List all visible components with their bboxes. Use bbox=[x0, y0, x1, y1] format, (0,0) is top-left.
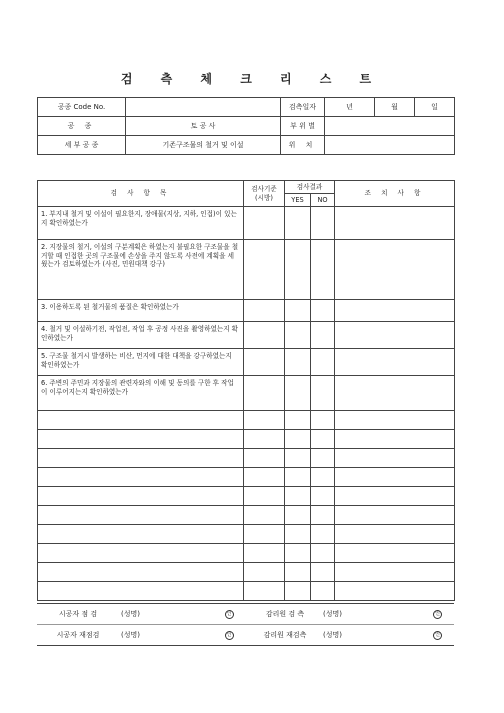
date-day[interactable]: 일 bbox=[415, 98, 455, 117]
no-cell[interactable] bbox=[311, 563, 335, 582]
supervisor-check-label: 감리원 검 측 bbox=[249, 604, 321, 625]
detail-work-value: 기존구조물의 철거 및 이설 bbox=[126, 136, 281, 155]
standard-cell[interactable] bbox=[244, 563, 285, 582]
checklist-item-3: 3. 이용하도록 된 철거물의 품질은 확인하였는가 bbox=[38, 300, 244, 322]
supervisor-recheck-label: 감리원 재검측 bbox=[249, 625, 321, 646]
checklist-item-1: 1. 부지내 철거 및 이설이 필요한지, 장애물(지상, 지하, 인접)이 있는지 확인하였는가 bbox=[38, 207, 244, 240]
action-cell[interactable] bbox=[335, 322, 455, 349]
no-cell[interactable] bbox=[311, 300, 335, 322]
standard-cell[interactable] bbox=[244, 207, 285, 240]
standard-cell[interactable] bbox=[244, 411, 285, 430]
work-type-label: 공 종 bbox=[38, 117, 126, 136]
standard-cell[interactable] bbox=[244, 322, 285, 349]
blank-item-cell[interactable] bbox=[38, 563, 244, 582]
action-cell[interactable] bbox=[335, 300, 455, 322]
blank-item-cell[interactable] bbox=[38, 411, 244, 430]
detail-work-label: 세 부 공 종 bbox=[38, 136, 126, 155]
yes-cell[interactable] bbox=[285, 506, 311, 525]
action-cell[interactable] bbox=[335, 563, 455, 582]
no-cell[interactable] bbox=[311, 207, 335, 240]
checklist-item-5: 5. 구조물 철거시 발생하는 비산, 먼지에 대한 대책을 강구하였는지 확인하였는가 bbox=[38, 349, 244, 376]
action-cell[interactable] bbox=[335, 582, 455, 601]
no-cell[interactable] bbox=[311, 349, 335, 376]
supervisor-check-name-field[interactable]: (성명) bbox=[321, 604, 421, 625]
seal-icon: 인 bbox=[433, 631, 442, 640]
col-action-header: 조 치 사 항 bbox=[335, 181, 455, 207]
supervisor-recheck-name-field[interactable]: (성명) bbox=[321, 625, 421, 646]
action-cell[interactable] bbox=[335, 430, 455, 449]
blank-item-cell[interactable] bbox=[38, 430, 244, 449]
col-standard-line2: (시방) bbox=[255, 193, 273, 202]
code-value-field[interactable] bbox=[126, 98, 281, 117]
no-cell[interactable] bbox=[311, 240, 335, 300]
location-value-field[interactable] bbox=[325, 136, 455, 155]
checklist-item-2: 2. 지장물의 철거, 이설의 구분계획은 하였는지 불필요한 구조물을 철거할 때 인접한 곳의 구조물에 손상을 주지 않도록 사전에 계획을 세웠는가 검토하였는가 (사진, 민원대책 강구) bbox=[38, 240, 244, 300]
part-label: 부 위 별 bbox=[281, 117, 325, 136]
no-cell[interactable] bbox=[311, 525, 335, 544]
seal-icon: 인 bbox=[433, 610, 442, 619]
yes-cell[interactable] bbox=[285, 240, 311, 300]
blank-item-cell[interactable] bbox=[38, 582, 244, 601]
standard-cell[interactable] bbox=[244, 506, 285, 525]
blank-item-cell[interactable] bbox=[38, 544, 244, 563]
contractor-check-name-field[interactable]: (성명) bbox=[119, 604, 209, 625]
action-cell[interactable] bbox=[335, 349, 455, 376]
code-label: 공종 Code No. bbox=[38, 98, 126, 117]
standard-cell[interactable] bbox=[244, 468, 285, 487]
standard-cell[interactable] bbox=[244, 430, 285, 449]
action-cell[interactable] bbox=[335, 525, 455, 544]
action-cell[interactable] bbox=[335, 207, 455, 240]
standard-cell[interactable] bbox=[244, 582, 285, 601]
no-cell[interactable] bbox=[311, 582, 335, 601]
no-cell[interactable] bbox=[311, 506, 335, 525]
yes-cell[interactable] bbox=[285, 582, 311, 601]
contractor-recheck-name-field[interactable]: (성명) bbox=[119, 625, 209, 646]
no-cell[interactable] bbox=[311, 376, 335, 411]
yes-cell[interactable] bbox=[285, 487, 311, 506]
action-cell[interactable] bbox=[335, 411, 455, 430]
yes-cell[interactable] bbox=[285, 430, 311, 449]
yes-cell[interactable] bbox=[285, 544, 311, 563]
col-standard-header bbox=[244, 181, 285, 207]
header-table bbox=[37, 97, 455, 155]
standard-cell[interactable] bbox=[244, 544, 285, 563]
date-month[interactable]: 월 bbox=[375, 98, 415, 117]
action-cell[interactable] bbox=[335, 544, 455, 563]
location-label: 위 치 bbox=[281, 136, 325, 155]
yes-cell[interactable] bbox=[285, 300, 311, 322]
checklist-table bbox=[37, 180, 455, 601]
col-result-header: 검사결과 bbox=[285, 181, 335, 194]
yes-cell[interactable] bbox=[285, 563, 311, 582]
no-cell[interactable] bbox=[311, 411, 335, 430]
yes-cell[interactable] bbox=[285, 468, 311, 487]
page-title: 검 측 체 크 리 스 트 bbox=[120, 72, 384, 86]
yes-cell[interactable] bbox=[285, 449, 311, 468]
standard-cell[interactable] bbox=[244, 240, 285, 300]
action-cell[interactable] bbox=[335, 468, 455, 487]
contractor-recheck-label: 시공자 재점검 bbox=[37, 625, 119, 646]
work-type-value: 토 공 사 bbox=[126, 117, 281, 136]
action-cell[interactable] bbox=[335, 449, 455, 468]
no-cell[interactable] bbox=[311, 449, 335, 468]
date-year[interactable]: 년 bbox=[325, 98, 375, 117]
no-cell[interactable] bbox=[311, 430, 335, 449]
action-cell[interactable] bbox=[335, 240, 455, 300]
col-item-header: 검 사 항 목 bbox=[38, 181, 244, 207]
blank-item-cell[interactable] bbox=[38, 487, 244, 506]
col-yes-header: YES bbox=[285, 194, 311, 207]
blank-item-cell[interactable] bbox=[38, 468, 244, 487]
yes-cell[interactable] bbox=[285, 525, 311, 544]
checklist-item-4: 4. 철거 및 이설하기전, 작업전, 작업 후 공정 사진을 촬영하였는지 확인하였는가 bbox=[38, 322, 244, 349]
standard-cell[interactable] bbox=[244, 525, 285, 544]
blank-item-cell[interactable] bbox=[38, 449, 244, 468]
blank-item-cell[interactable] bbox=[38, 525, 244, 544]
action-cell[interactable] bbox=[335, 506, 455, 525]
seal-icon: 인 bbox=[225, 631, 234, 640]
yes-cell[interactable] bbox=[285, 376, 311, 411]
part-value-field[interactable] bbox=[325, 117, 455, 136]
no-cell[interactable] bbox=[311, 487, 335, 506]
standard-cell[interactable] bbox=[244, 376, 285, 411]
standard-cell[interactable] bbox=[244, 449, 285, 468]
action-cell[interactable] bbox=[335, 376, 455, 411]
signature-table bbox=[37, 603, 454, 646]
action-cell[interactable] bbox=[335, 487, 455, 506]
no-cell[interactable] bbox=[311, 468, 335, 487]
yes-cell[interactable] bbox=[285, 349, 311, 376]
col-no-header: NO bbox=[311, 194, 335, 207]
standard-cell[interactable] bbox=[244, 349, 285, 376]
col-standard-line1: 검사기준 bbox=[251, 184, 277, 193]
standard-cell[interactable] bbox=[244, 300, 285, 322]
yes-cell[interactable] bbox=[285, 207, 311, 240]
contractor-check-label: 시공자 점 검 bbox=[37, 604, 119, 625]
blank-item-cell[interactable] bbox=[38, 506, 244, 525]
no-cell[interactable] bbox=[311, 544, 335, 563]
yes-cell[interactable] bbox=[285, 322, 311, 349]
inspection-date-label: 검측일자 bbox=[281, 98, 325, 117]
no-cell[interactable] bbox=[311, 322, 335, 349]
standard-cell[interactable] bbox=[244, 487, 285, 506]
yes-cell[interactable] bbox=[285, 411, 311, 430]
checklist-item-6: 6. 주변의 주민과 지장물의 관련자와의 이해 및 동의를 구한 후 작업이 이루어지는지 확인하였는가 bbox=[38, 376, 244, 411]
seal-icon: 인 bbox=[225, 610, 234, 619]
